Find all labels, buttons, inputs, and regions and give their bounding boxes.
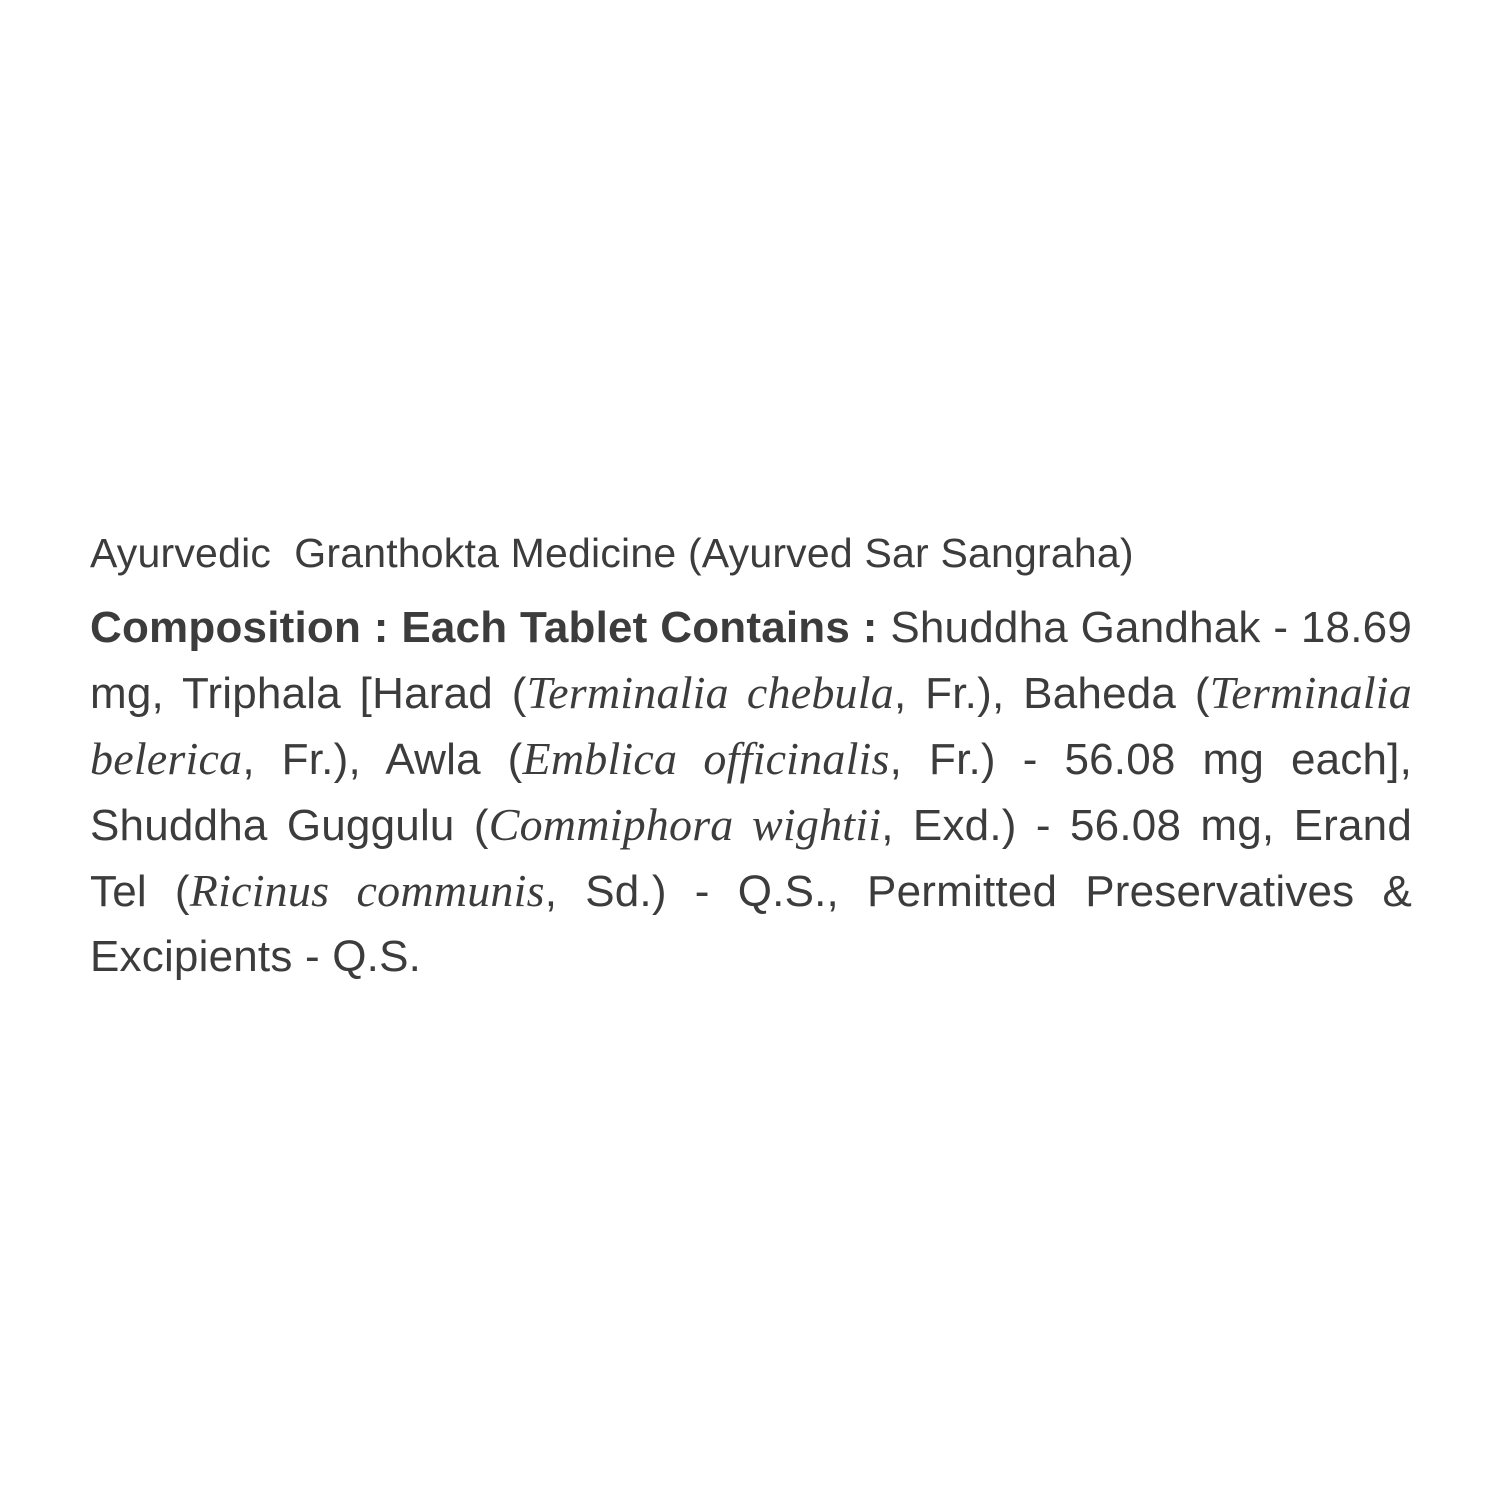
composition-segment: , Fr.), Baheda ( — [893, 669, 1210, 719]
label-text-block — [90, 528, 1412, 989]
composition-segment: Terminalia belerica — [90, 667, 1412, 785]
composition-segment: , Fr.), Awla ( — [242, 735, 523, 785]
composition-segment: , Exd.) - 56.08 mg, Erand Tel ( — [90, 801, 1412, 917]
composition-segment: Emblica officinalis — [522, 733, 890, 785]
medicine-category-heading: Ayurvedic Granthokta Medicine (Ayurved Sar Sangraha) — [90, 530, 1134, 576]
composition-segment: , Sd.) - Q.S., Permitted Preservatives & Excipients - Q.S. — [90, 867, 1413, 982]
composition-segment: Composition : Each Tablet Contains : — [90, 603, 891, 653]
composition-paragraph — [90, 595, 1412, 989]
composition-segment: Ricinus communis — [189, 865, 545, 917]
composition-segment: Commiphora wightii — [488, 799, 882, 851]
composition-segment: Terminalia chebula — [526, 667, 894, 719]
composition-segment: , Fr.) - 56.08 mg each], Shuddha Guggulu ( — [90, 735, 1413, 851]
composition-segment: Shuddha Gandhak - 18.69 mg, Triphala [Harad ( — [90, 603, 1412, 719]
